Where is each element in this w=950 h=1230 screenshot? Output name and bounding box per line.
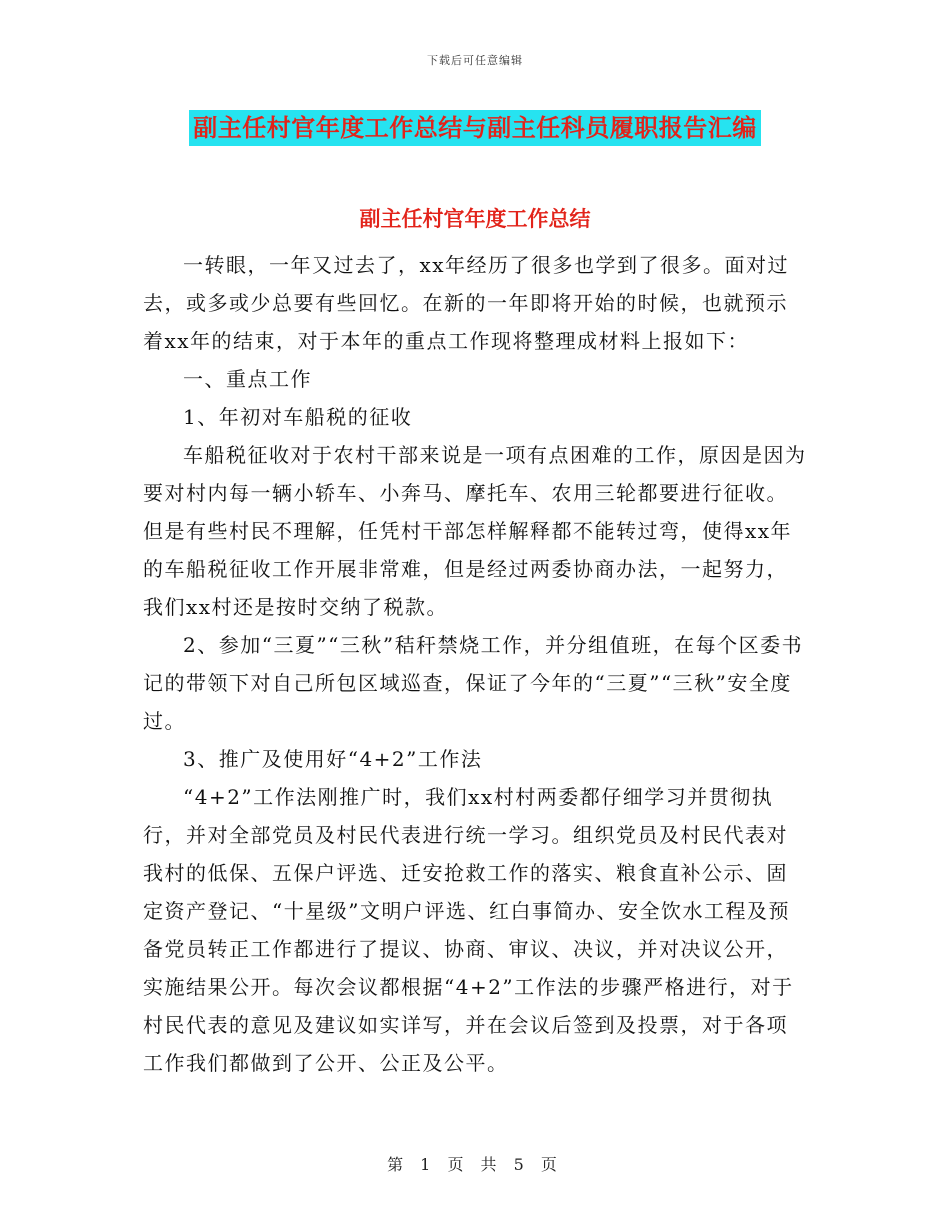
heading-key-work: 一、重点工作 xyxy=(183,367,312,391)
paragraph-intro: 一转眼，一年又过去了，xx年经历了很多也学到了很多。面对过去，或多或少总要有些回忆。在新的一年即将开始的时候，也就预示着xx年的结束，对于本年的重点工作现将整理成材料上报如下： xyxy=(143,253,790,353)
section-title: 副主任村官年度工作总结 xyxy=(359,207,591,231)
paragraph-4plus2-method: “4+2”工作法刚推广时，我们xx村村两委都仔细学习并贯彻执行，并对全部党员及村民代表进行统一学习。组织党员及村民代表对我村的低保、五保户评选、迁安抢救工作的落实、粮食直补公示、固定资产登记、“十星级”文明户评选、红白事简办、安全饮水工程及预备党员转正工作都进行了提议、协商、审议、决议，并对决议公开，实施结果公开。每次会议都根据“4+2”工作法的步骤严格进行，对于村民代表的意见及建议如实详写，并在会议后签到及投票，对于各项工作我们都做到了公开、公正及公平。 xyxy=(143,785,794,1075)
subheading-vehicle-tax: 1、年初对车船税的征收 xyxy=(183,405,413,429)
document-title xyxy=(0,110,950,146)
document-body xyxy=(143,246,807,1082)
paragraph-straw-burning: 2、参加“三夏”“三秋”秸秆禁烧工作，并分组值班，在每个区委书记的带领下对自己所包区域巡查，保证了今年的“三夏”“三秋”安全度过。 xyxy=(143,633,804,733)
subheading-4plus2-method: 3、推广及使用好“4+2”工作法 xyxy=(183,747,483,771)
paragraph-vehicle-tax: 车船税征收对于农村干部来说是一项有点困难的工作，原因是因为要对村内每一辆小轿车、小奔马、摩托车、农用三轮都要进行征收。但是有些村民不理解，任凭村干部怎样解释都不能转过弯，使得xx年的车船税征收工作开展非常难，但是经过两委协商办法，一起努力，我们xx村还是按时交纳了税款。 xyxy=(143,443,807,619)
page-footer: 第 1 页 共 5 页 xyxy=(387,1155,563,1174)
document-title-text: 副主任村官年度工作总结与副主任科员履职报告汇编 xyxy=(189,110,761,146)
header-note: 下载后可任意编辑 xyxy=(427,54,523,67)
